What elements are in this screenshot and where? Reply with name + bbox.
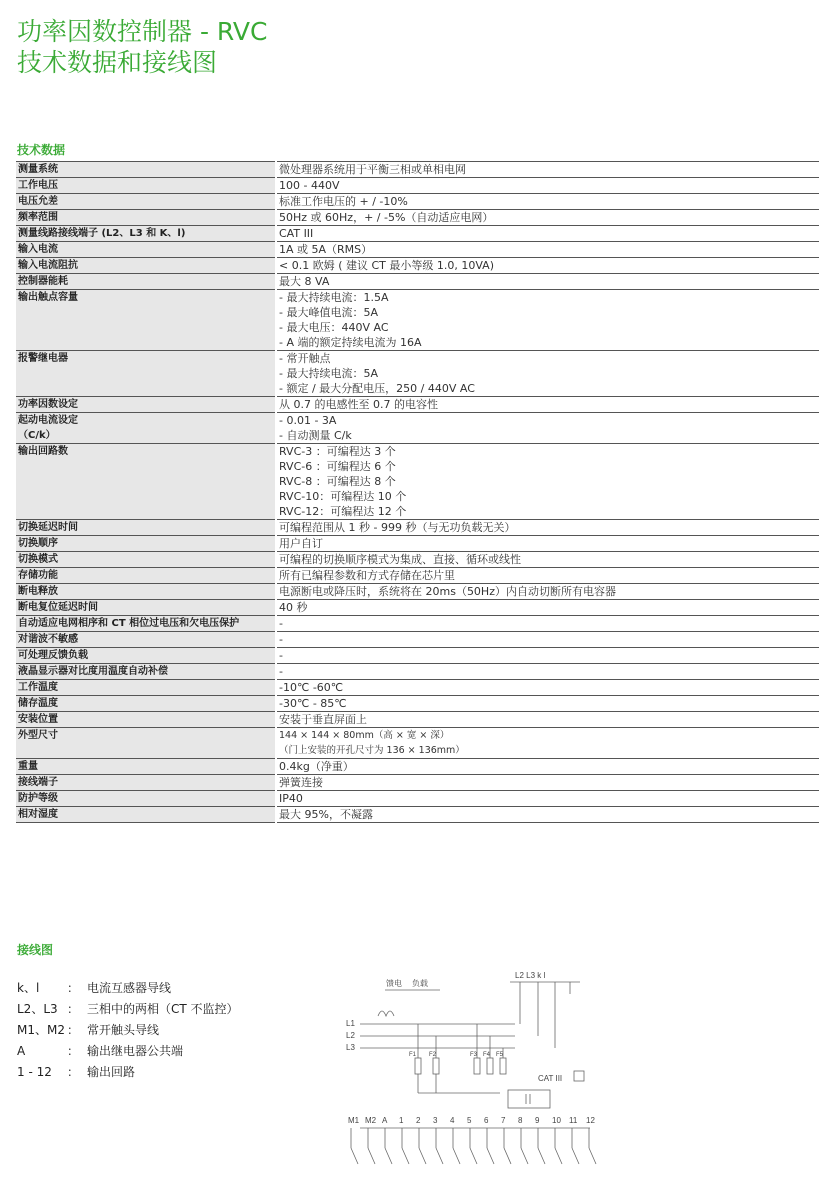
spec-value-line: - 最大持续电流：1.5A	[279, 291, 389, 304]
spec-row	[16, 728, 819, 759]
spec-value	[276, 584, 819, 600]
page-title: 功率因数控制器 - RVC	[17, 17, 268, 46]
wiring-fuse-f4: F4	[483, 1052, 491, 1058]
wiring-terminal-label: 1	[399, 1116, 404, 1125]
spec-key: 输入电流阻抗	[16, 258, 276, 274]
spec-row	[16, 444, 819, 520]
legend-item	[17, 978, 239, 999]
legend-sep: ：	[67, 1023, 80, 1037]
legend-desc: 常开触头导线	[87, 1023, 160, 1037]
legend-term: M1、M2	[17, 1023, 65, 1037]
wiring-terminal-label: 11	[569, 1116, 578, 1125]
spec-row	[16, 290, 819, 351]
spec-key: 工作电压	[16, 178, 276, 194]
spec-row	[16, 791, 819, 807]
spec-key: 测量线路接线端子 (L2、L3 和 K、l)	[16, 226, 276, 242]
wiring-terminal-label: 2	[416, 1116, 421, 1125]
wiring-phase-l1: L1	[346, 1019, 355, 1028]
spec-row	[16, 696, 819, 712]
spec-value	[276, 444, 819, 520]
spec-value-line: RVC-3 ：可编程达 3 个	[279, 445, 396, 458]
spec-row	[16, 648, 819, 664]
spec-value-line: - 常开触点	[279, 352, 331, 365]
spec-value	[276, 712, 819, 728]
spec-value-line: -10℃ -60℃	[279, 681, 344, 694]
spec-value-line: 标准工作电压的 + / -10%	[279, 195, 408, 208]
spec-value-line: RVC-8 ：可编程达 8 个	[279, 475, 396, 488]
spec-value	[276, 775, 819, 791]
spec-key: 频率范围	[16, 210, 276, 226]
spec-key: 控制器能耗	[16, 274, 276, 290]
spec-key: 工作温度	[16, 680, 276, 696]
wiring-feed-label: 馈电	[386, 979, 402, 988]
spec-value-line: 144 × 144 × 80mm（高 × 宽 × 深）	[279, 730, 450, 741]
spec-row	[16, 552, 819, 568]
spec-row	[16, 351, 819, 397]
spec-value-line: 所有已编程参数和方式存储在芯片里	[279, 569, 455, 582]
spec-value	[276, 616, 819, 632]
wiring-terminal-label: M1	[348, 1116, 360, 1125]
legend-term: L2、L3	[17, 1002, 58, 1016]
spec-key: 输入电流	[16, 242, 276, 258]
spec-row	[16, 226, 819, 242]
spec-value-line: 1A 或 5A（RMS）	[279, 243, 373, 256]
wiring-switch-contact	[453, 1148, 460, 1164]
spec-value	[276, 807, 819, 823]
legend-desc: 三相中的两相（CT 不监控）	[87, 1002, 239, 1016]
spec-value-line: - 自动测量 C/k	[279, 429, 352, 442]
spec-value	[276, 194, 819, 210]
spec-value	[276, 226, 819, 242]
wiring-switch-contact	[368, 1148, 375, 1164]
spec-value	[276, 397, 819, 413]
wiring-terminal-label: 9	[535, 1116, 540, 1125]
spec-row	[16, 194, 819, 210]
spec-row	[16, 520, 819, 536]
spec-value-line: - 额定 / 最大分配电压，250 / 440V AC	[279, 382, 475, 395]
spec-key: 断电复位延迟时间	[16, 600, 276, 616]
legend-desc: 输出继电器公共端	[87, 1044, 184, 1058]
spec-value-line: RVC-12：可编程达 12 个	[279, 505, 407, 518]
wiring-switch-contact	[572, 1148, 579, 1164]
wiring-switch-contact	[402, 1148, 409, 1164]
spec-key: 对谐波不敏感	[16, 632, 276, 648]
spec-value-line: 安装于垂直屏面上	[279, 713, 367, 726]
wiring-terminal-label: A	[382, 1116, 388, 1125]
spec-row	[16, 680, 819, 696]
spec-value-line: < 0.1 欧姆 ( 建议 CT 最小等级 1.0, 10VA)	[279, 259, 494, 272]
spec-key: 重量	[16, 759, 276, 775]
spec-table	[16, 161, 819, 823]
spec-value-line: RVC-10：可编程达 10 个	[279, 490, 407, 503]
wiring-terminal-label: 3	[433, 1116, 438, 1125]
wiring-diagram	[340, 968, 610, 1178]
wiring-switch-contact	[538, 1148, 545, 1164]
spec-value	[276, 520, 819, 536]
legend-sep: ：	[67, 1044, 80, 1058]
spec-key: 断电释放	[16, 584, 276, 600]
spec-value-line: IP40	[279, 792, 303, 805]
legend-sep: ：	[67, 981, 80, 995]
wiring-switch-contact	[436, 1148, 443, 1164]
wiring-section-title: 接线图	[17, 943, 54, 957]
spec-value-line: （门上安装的开孔尺寸为 136 × 136mm）	[279, 745, 465, 756]
spec-value-line: 弹簧连接	[279, 776, 323, 789]
legend-desc: 电流互感器导线	[87, 981, 172, 995]
spec-key: 切换延迟时间	[16, 520, 276, 536]
spec-value	[276, 632, 819, 648]
spec-value	[276, 696, 819, 712]
spec-row	[16, 162, 819, 178]
legend-desc: 输出回路	[87, 1065, 136, 1079]
spec-row	[16, 242, 819, 258]
wiring-terminal-label: 5	[467, 1116, 472, 1125]
wiring-fuse-f3: F3	[470, 1052, 478, 1058]
spec-value-line: 可编程的切换顺序模式为集成、直接、循环或线性	[279, 553, 521, 566]
legend-sep: ：	[67, 1002, 80, 1016]
spec-value-line: -30℃ - 85℃	[279, 697, 347, 710]
spec-value	[276, 664, 819, 680]
legend-item	[17, 1020, 239, 1041]
spec-value-line: RVC-6 ：可编程达 6 个	[279, 460, 396, 473]
wiring-switch-contact	[385, 1148, 392, 1164]
wiring-switch-contact	[470, 1148, 477, 1164]
spec-value-line: 最大 8 VA	[279, 275, 330, 288]
spec-value-line: - A 端的额定持续电流为 16A	[279, 336, 422, 349]
spec-row	[16, 584, 819, 600]
spec-key: 外型尺寸	[16, 728, 276, 759]
wiring-phase-l2: L2	[346, 1031, 355, 1040]
spec-row	[16, 759, 819, 775]
spec-row	[16, 210, 819, 226]
wiring-cat-label: CAT III	[538, 1074, 563, 1083]
spec-value-line: 最大 95%，不凝露	[279, 808, 373, 821]
spec-key: 电压允差	[16, 194, 276, 210]
spec-value	[276, 178, 819, 194]
spec-value-line: CAT III	[279, 227, 314, 240]
spec-value	[276, 728, 819, 759]
spec-value-line: 0.4kg（净重）	[279, 760, 354, 773]
wiring-top-terminals: L2 L3 k l	[515, 971, 546, 980]
spec-value	[276, 552, 819, 568]
spec-row	[16, 775, 819, 791]
spec-value	[276, 600, 819, 616]
spec-value-line: 用户自订	[279, 537, 323, 550]
spec-row	[16, 712, 819, 728]
spec-value-line: 从 0.7 的电感性至 0.7 的电容性	[279, 398, 438, 411]
spec-value	[276, 791, 819, 807]
legend-item	[17, 1041, 239, 1062]
wiring-terminal-label: 12	[586, 1116, 595, 1125]
spec-row	[16, 632, 819, 648]
legend-term: k、l	[17, 981, 40, 995]
spec-key: 输出回路数	[16, 444, 276, 520]
wiring-terminal-label: 6	[484, 1116, 489, 1125]
wiring-switch-contact	[504, 1148, 511, 1164]
spec-key: 输出触点容量	[16, 290, 276, 351]
spec-value-line: 40 秒	[279, 601, 308, 614]
spec-key: 相对湿度	[16, 807, 276, 823]
wiring-terminal-label: 4	[450, 1116, 455, 1125]
spec-row	[16, 536, 819, 552]
spec-value-line: - 0.01 - 3A	[279, 414, 337, 427]
spec-value-line: -	[279, 617, 283, 630]
wiring-legend	[17, 978, 239, 1083]
spec-key: 安装位置	[16, 712, 276, 728]
wiring-fuse-f2: F2	[429, 1052, 437, 1058]
legend-sep: ：	[67, 1065, 80, 1079]
spec-value	[276, 680, 819, 696]
spec-row	[16, 274, 819, 290]
spec-value	[276, 162, 819, 178]
spec-value	[276, 258, 819, 274]
spec-row	[16, 807, 819, 823]
spec-key: 报警继电器	[16, 351, 276, 397]
tech-section-title: 技术数据	[17, 143, 66, 157]
spec-value-line: 50Hz 或 60Hz，+ / -5%（自动适应电网）	[279, 211, 494, 224]
wiring-switch-contact	[419, 1148, 426, 1164]
spec-row	[16, 397, 819, 413]
spec-row	[16, 600, 819, 616]
spec-value-line: - 最大电压：440V AC	[279, 321, 389, 334]
spec-key: 切换模式	[16, 552, 276, 568]
page-subtitle: 技术数据和接线图	[17, 48, 218, 77]
spec-key: 自动适应电网相序和 CT 相位过电压和欠电压保护	[16, 616, 276, 632]
legend-item	[17, 1062, 239, 1083]
spec-value	[276, 351, 819, 397]
spec-row	[16, 568, 819, 584]
spec-value-line: - 最大持续电流：5A	[279, 367, 378, 380]
spec-value	[276, 210, 819, 226]
wiring-switch-contact	[555, 1148, 562, 1164]
wiring-terminal-label: 8	[518, 1116, 523, 1125]
wiring-fuse-f5: F5	[496, 1052, 504, 1058]
spec-value-line: 电源断电或降压时，系统将在 20ms（50Hz）内自动切断所有电容器	[279, 585, 616, 598]
spec-key: 测量系统	[16, 162, 276, 178]
spec-key: 功率因数设定	[16, 397, 276, 413]
spec-key: 防护等级	[16, 791, 276, 807]
spec-value	[276, 759, 819, 775]
wiring-terminal-label: 7	[501, 1116, 506, 1125]
wiring-load-label: 负载	[412, 979, 428, 988]
wiring-switch-contact	[351, 1148, 358, 1164]
spec-value-line: 可编程范围从 1 秒 - 999 秒（与无功负载无关）	[279, 521, 516, 534]
spec-value-line: -	[279, 633, 283, 646]
wiring-terminal-label: M2	[365, 1116, 377, 1125]
legend-item	[17, 999, 239, 1020]
spec-value-line: - 最大峰值电流：5A	[279, 306, 378, 319]
spec-row	[16, 413, 819, 444]
wiring-fuse-f1: F1	[409, 1052, 417, 1058]
wiring-switch-contact	[589, 1148, 596, 1164]
spec-key: 切换顺序	[16, 536, 276, 552]
wiring-terminal-label: 10	[552, 1116, 561, 1125]
spec-value	[276, 413, 819, 444]
spec-value	[276, 274, 819, 290]
spec-value	[276, 648, 819, 664]
wiring-phase-l3: L3	[346, 1043, 355, 1052]
spec-key: 存储功能	[16, 568, 276, 584]
spec-value-line: -	[279, 665, 283, 678]
spec-value	[276, 290, 819, 351]
spec-value	[276, 568, 819, 584]
spec-value-line: 微处理器系统用于平衡三相或单相电网	[279, 163, 466, 176]
wiring-switch-contact	[521, 1148, 528, 1164]
spec-key: 液晶显示器对比度用温度自动补偿	[16, 664, 276, 680]
spec-value	[276, 536, 819, 552]
spec-key: 可处理反馈负载	[16, 648, 276, 664]
spec-value-line: -	[279, 649, 283, 662]
spec-row	[16, 616, 819, 632]
spec-row	[16, 258, 819, 274]
spec-value-line: 100 - 440V	[279, 179, 340, 192]
spec-key: 接线端子	[16, 775, 276, 791]
spec-row	[16, 664, 819, 680]
wiring-switch-contact	[487, 1148, 494, 1164]
spec-value	[276, 242, 819, 258]
legend-term: 1 - 12	[17, 1065, 52, 1079]
spec-row	[16, 178, 819, 194]
spec-key: 储存温度	[16, 696, 276, 712]
legend-term: A	[17, 1044, 26, 1058]
spec-key: 起动电流设定 （C/k）	[16, 413, 276, 444]
